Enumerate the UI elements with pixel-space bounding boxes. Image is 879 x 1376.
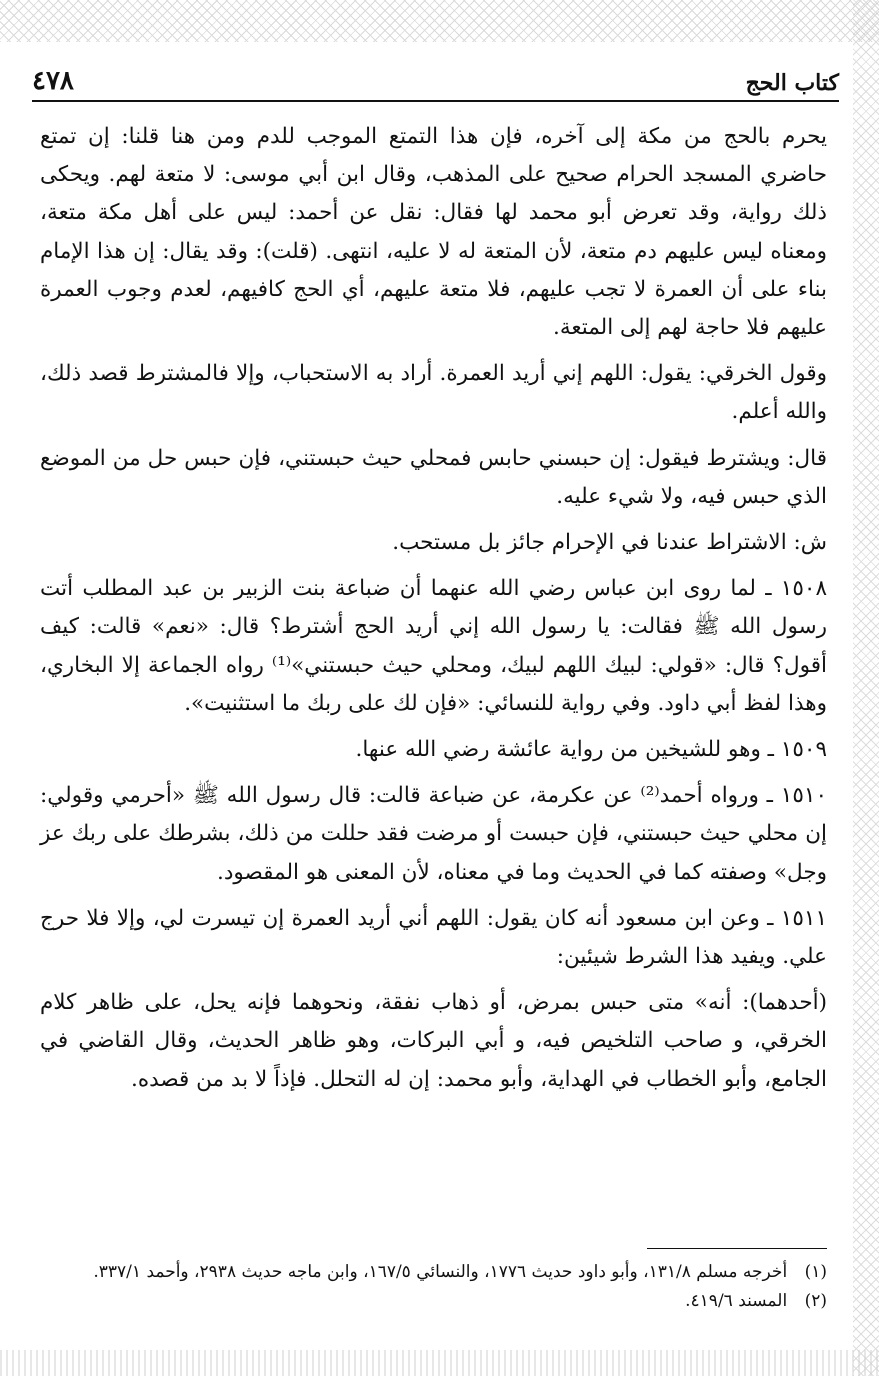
footnote-number: (١) [804,1262,827,1282]
footnote-number: (٢) [804,1291,827,1311]
paragraph: وقول الخرقي: يقول: اللهم إني أريد العمرة. أراد به الاستحباب، وإلا فالمشترط قصد ذلك، والله أعلم. [40,361,827,425]
footnote-separator [647,1248,827,1249]
paragraph: ١٥٠٨ ـ لما روى ابن عباس رضي الله عنهما أن ضباعة بنت الزبير بن عبد المطلب أتت رسول الله ﷺ فقالت: يا رسول الله إني أريد الحج أشترط؟ قال: «نعم» قالت: كيف أقول؟ قال: «قولي: لبيك اللهم لبيك، ومحلي حيث حبستني»⁽¹⁾ رواه الجماعة إلا البخاري، وهذا لفظ أبي داود. وفي رواية للنسائي: «فإن لك على ربك ما استثنيت». [40,576,827,716]
paragraph: ١٥١٠ ـ ورواه أحمد⁽²⁾ عن عكرمة، عن ضباعة قالت: قال رسول الله ﷺ «أحرمي وقولي: إن محلي حيث حبستني، فإن حبست أو مرضت فقد حللت من ذلك، بشرطك على ربك عز وجل» وصفته كما في الحديث وما في معناه، لأن المعنى هو المقصود. [40,783,827,885]
page-header [32,52,839,102]
decorative-border-bottom [0,1350,879,1376]
footnote-text: المسند ٤١٩/٦. [685,1291,788,1311]
book-title: كتاب الحج [745,70,839,96]
paragraph: يحرم بالحج من مكة إلى آخره، فإن هذا التمتع الموجب للدم ومن هنا قلنا: إن تمتع حاضري المسجد الحرام صحيح على المذهب، وقال ابن أبي موسى: لا متعة لهم. ويحكى ذلك رواية، وقد تعرض أبو محمد لها فقال: نقل عن أحمد: ليس على أهل مكة متعة، ومعناه ليس عليهم دم متعة، لأن المتعة له لا عليه، انتهى. (قلت): وقد يقال: إن هذا الإمام بناء على أن العمرة لا تجب عليهم، فلا متعة عليهم، أي الحج كافيهم، لعدم وجوب العمرة عليهم فلا حاجة لهم إلى المتعة. [40,124,827,341]
decorative-border-top [0,0,879,42]
footnote [40,1258,827,1287]
decorative-border-right [853,0,879,1376]
paragraph: (أحدهما): أنه» متى حبس بمرض، أو ذهاب نفقة، ونحوهما فإنه يحل، على ظاهر كلام الخرقي، و صاحب التلخيص فيه، و أبي البركات، وهو ظاهر الحديث، وقال القاضي في الجامع، وأبو الخطاب في الهداية، وأبو محمد: إن له التحلل. فإذاً لا بد من قصده. [40,990,827,1092]
paragraph: قال: ويشترط فيقول: إن حبسني حابس فمحلي حيث حبستني، فإن حبس حل من الموضع الذي حبس فيه، ولا شيء عليه. [40,445,827,509]
paragraph: ١٥١١ ـ وعن ابن مسعود أنه كان يقول: اللهم أني أريد العمرة إن تيسرت لي، وإلا فلا حرج علي. ويفيد هذا الشرط شيئين: [40,905,827,970]
main-text [40,118,827,1107]
page-number: ٤٧٨ [32,66,74,96]
footnote [40,1287,827,1316]
footnotes [40,1258,827,1316]
paragraph: ١٥٠٩ ـ وهو للشيخين من رواية عائشة رضي الله عنها. [355,737,827,763]
paragraph: ش: الاشتراط عندنا في الإحرام جائز بل مستحب. [392,530,827,556]
footnote-text: أخرجه مسلم ١٣١/٨، وأبو داود حديث ١٧٧٦، والنسائي ١٦٧/٥، وابن ماجه حديث ٢٩٣٨، وأحمد ٣٣٧/١. [93,1262,788,1282]
